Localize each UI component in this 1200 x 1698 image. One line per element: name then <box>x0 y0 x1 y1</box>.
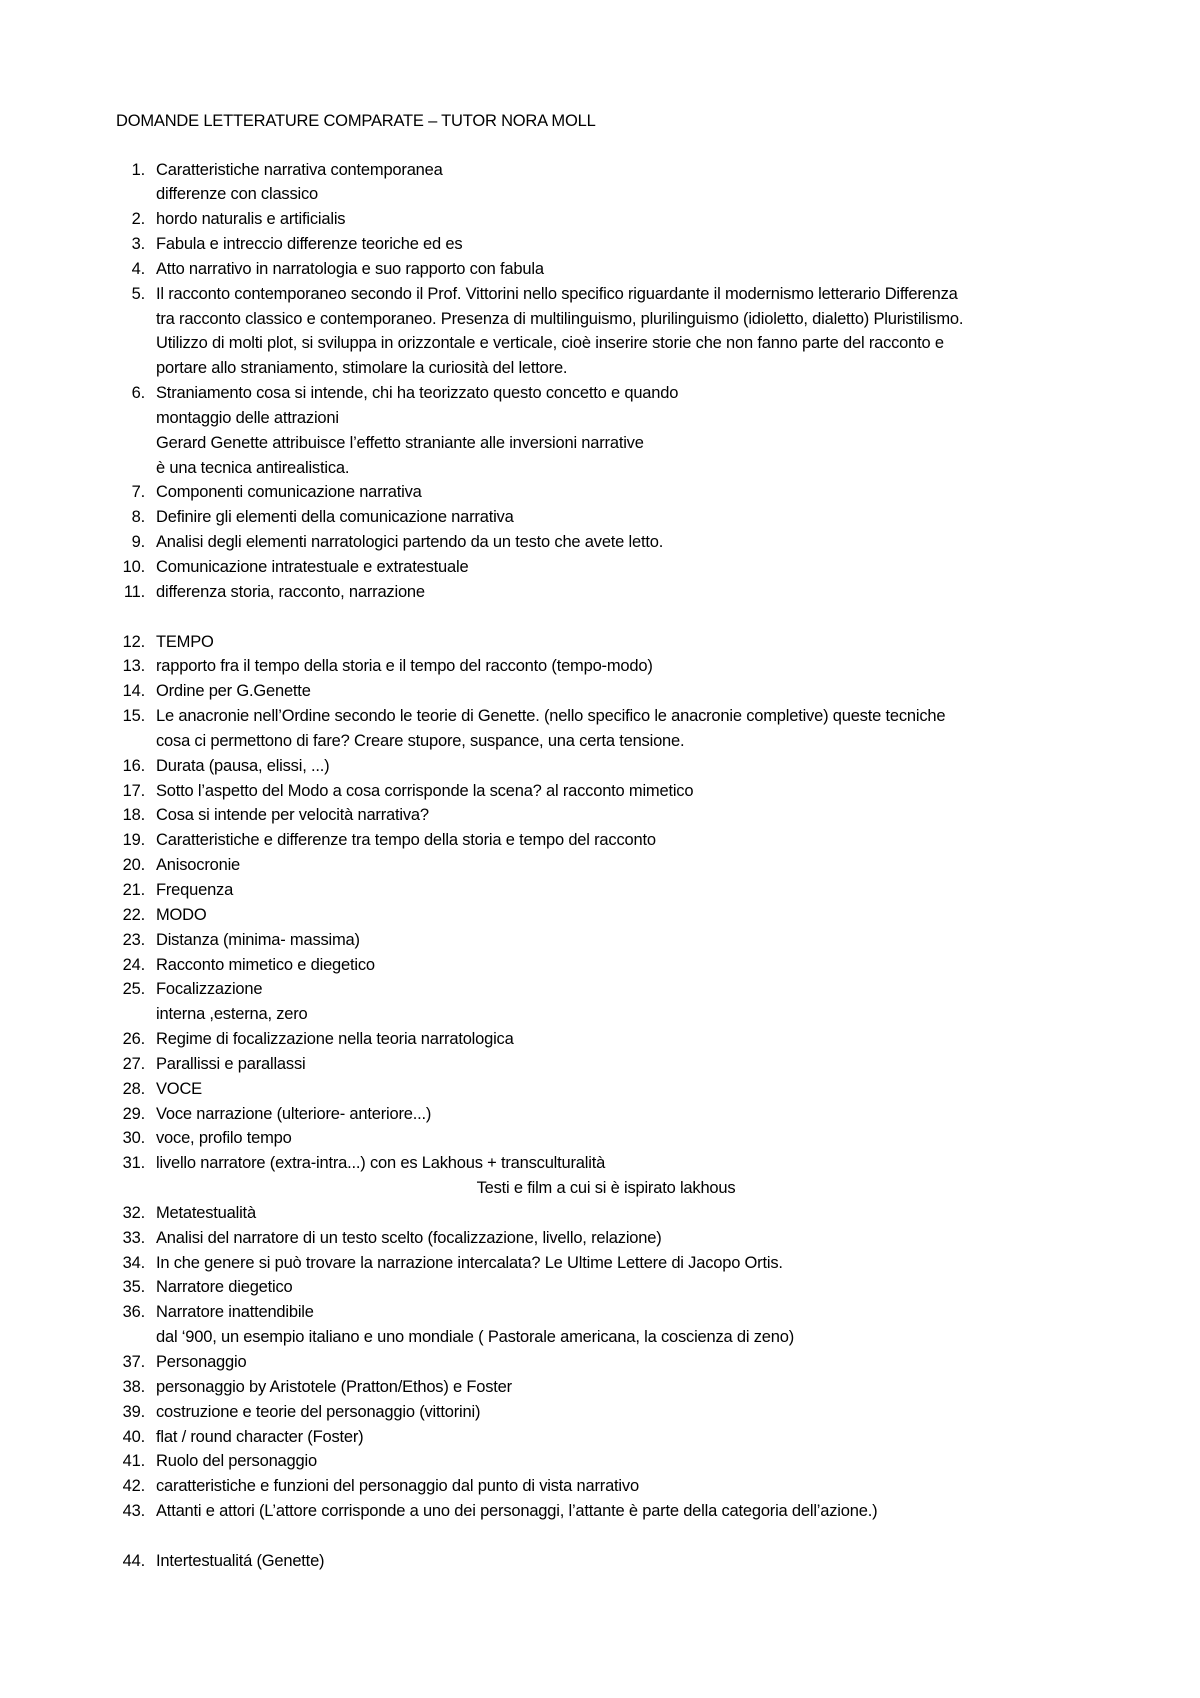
list-item-text: Ruolo del personaggio <box>156 1452 317 1471</box>
list-item <box>96 1151 1096 1176</box>
list-item <box>96 1102 1096 1127</box>
list-item-number: 39. <box>122 1402 145 1421</box>
list-item-number: 24. <box>122 955 145 974</box>
list-item-text: Parallissi e parallassi <box>156 1054 306 1073</box>
blank-line <box>96 605 1096 630</box>
list-item <box>96 679 1096 704</box>
blank-line <box>96 1524 1096 1549</box>
list-item-text: Definire gli elementi della comunicazione narrativa <box>156 508 514 527</box>
list-item <box>96 1474 1096 1499</box>
list-item <box>96 1350 1096 1375</box>
document-title: DOMANDE LETTERATURE COMPARATE – TUTOR NORA MOLL <box>116 112 596 130</box>
list-item <box>96 977 1096 1002</box>
list-item-number: 36. <box>122 1303 145 1322</box>
list-item <box>96 1499 1096 1524</box>
list-item <box>96 704 1096 729</box>
list-item-number: 5. <box>131 284 145 303</box>
list-item <box>96 853 1096 878</box>
list-item-continuation: tra racconto classico e contemporaneo. Presenza di multilinguismo, plurilinguismo (idioletto, dialetto) Pluristilismo. <box>156 309 964 328</box>
list-item <box>96 207 1096 232</box>
list-item <box>96 530 1096 555</box>
list-item-number: 42. <box>122 1477 145 1496</box>
list-item-text: Narratore inattendibile <box>156 1303 314 1322</box>
list-item <box>96 282 1096 307</box>
list-item-continuation: Utilizzo di molti plot, si sviluppa in orizzontale e verticale, cioè inserire storie che non fanno parte del racconto e <box>156 334 944 353</box>
list-item-continuation: è una tecnica antirealistica. <box>156 458 350 477</box>
list-item-text: Cosa si intende per velocità narrativa? <box>156 806 429 825</box>
list-item <box>96 1077 1096 1102</box>
list-item-text: livello narratore (extra-intra...) con es Lakhous + transculturalità <box>156 1154 606 1173</box>
list-item-continuation: Gerard Genette attribuisce l’effetto straniante alle inversioni narrative <box>156 433 644 452</box>
list-item-text: Il racconto contemporaneo secondo il Prof. Vittorini nello specifico riguardante il modernismo letterario Differenza <box>156 284 958 303</box>
list-item-text: Distanza (minima- massima) <box>156 930 360 949</box>
list-item-text: hordo naturalis e artificialis <box>156 210 346 229</box>
list-item-text: Personaggio <box>156 1353 247 1371</box>
list-item-text: Analisi del narratore di un testo scelto (focalizzazione, livello, relazione) <box>156 1228 662 1247</box>
list-item-text: Anisocronie <box>156 856 241 875</box>
list-item-number: 1. <box>131 160 145 179</box>
list-item-text: Metatestualità <box>156 1203 256 1222</box>
list-item-text: Voce narrazione (ulteriore- anteriore...) <box>156 1104 432 1123</box>
list-item-text: Narratore diegetico <box>156 1278 293 1297</box>
list-item <box>96 1300 1096 1325</box>
list-item <box>96 1027 1096 1052</box>
list-item-text: Atto narrativo in narratologia e suo rapporto con fabula <box>156 259 544 278</box>
list-item-number: 7. <box>131 483 145 502</box>
list-item-number: 11. <box>123 582 145 601</box>
list-item-number: 21. <box>122 880 145 899</box>
list-item-number: 27. <box>122 1054 145 1073</box>
list-item-number: 3. <box>131 235 145 254</box>
list-item <box>96 928 1096 953</box>
list-item-number: 35. <box>122 1278 145 1297</box>
list-item-text: Caratteristiche narrativa contemporanea <box>156 160 443 179</box>
list-item-number: 38. <box>122 1377 145 1396</box>
list-item-continuation: interna ,esterna, zero <box>156 1005 308 1024</box>
list-item-text: Frequenza <box>156 880 234 899</box>
list-item-text: Fabula e intreccio differenze teoriche ed es <box>156 235 463 254</box>
list-item-number: 9. <box>131 533 145 552</box>
list-item <box>96 654 1096 679</box>
list-item-continuation: portare allo straniamento, stimolare la curiosità del lettore. <box>156 359 568 378</box>
list-item-text: caratteristiche e funzioni del personaggio dal punto di vista narrativo <box>156 1477 639 1496</box>
list-item-number: 43. <box>122 1502 145 1521</box>
list-item-number: 18. <box>122 806 145 825</box>
list-item-text: Sotto l’aspetto del Modo a cosa corrisponde la scena? al racconto mimetico <box>156 781 694 800</box>
list-item-number: 12. <box>122 632 145 651</box>
list-item-text: rapporto fra il tempo della storia e il tempo del racconto (tempo-modo) <box>156 657 653 676</box>
list-item-text: TEMPO <box>156 632 214 651</box>
list-item-number: 30. <box>122 1129 145 1148</box>
list-item-number: 2. <box>131 210 145 229</box>
list-item-number: 34. <box>122 1253 145 1272</box>
list-item-text: Focalizzazione <box>156 980 263 999</box>
list-item <box>96 1375 1096 1400</box>
list-item-continuation: montaggio delle attrazioni <box>156 408 339 427</box>
list-item-number: 44. <box>122 1551 145 1570</box>
list-item-number: 16. <box>122 756 145 775</box>
list-item-number: 37. <box>122 1353 145 1371</box>
list-item-number: 4. <box>131 259 145 278</box>
list-item-text: In che genere si può trovare la narrazione intercalata? Le Ultime Lettere di Jacopo Ortis. <box>156 1253 783 1272</box>
list-item-text: Racconto mimetico e diegetico <box>156 955 375 974</box>
list-item-text: VOCE <box>156 1079 202 1098</box>
list-item <box>96 381 1096 406</box>
list-item <box>96 1226 1096 1251</box>
list-item <box>96 630 1096 655</box>
list-item-number: 14. <box>122 682 145 701</box>
list-item <box>96 1449 1096 1474</box>
list-item <box>96 1275 1096 1300</box>
list-item-text: Ordine per G.Genette <box>156 682 311 701</box>
list-item-text: costruzione e teorie del personaggio (vittorini) <box>156 1402 481 1421</box>
list-item-text: Straniamento cosa si intende, chi ha teorizzato questo concetto e quando <box>156 384 679 403</box>
list-item-text: Regime di focalizzazione nella teoria narratologica <box>156 1030 514 1049</box>
list-item-text: Attanti e attori (L’attore corrisponde a uno dei personaggi, l’attante è parte della categoria dell’azione.) <box>156 1502 878 1521</box>
list-item-number: 31. <box>122 1154 145 1173</box>
list-item-number: 32. <box>122 1203 145 1222</box>
list-item-text: Analisi degli elementi narratologici partendo da un testo che avete letto. <box>156 533 664 552</box>
list-item-number: 22. <box>122 905 145 924</box>
list-item <box>96 1400 1096 1425</box>
list-item-text: Comunicazione intratestuale e extratestuale <box>156 558 469 576</box>
list-item <box>96 828 1096 853</box>
list-item-number: 25. <box>122 980 145 999</box>
list-item-number: 20. <box>122 856 145 875</box>
list-item-continuation: differenze con classico <box>156 185 319 204</box>
question-list <box>96 158 1096 1574</box>
list-item <box>96 878 1096 903</box>
list-item-text: Durata (pausa, elissi, ...) <box>156 756 330 775</box>
list-item <box>96 158 1096 183</box>
list-item-number: 10. <box>122 558 145 576</box>
list-item-text: MODO <box>156 905 207 924</box>
list-item <box>96 1201 1096 1226</box>
list-item <box>96 257 1096 282</box>
list-item-number: 15. <box>122 707 145 726</box>
list-item-text: Intertestualitá (Genette) <box>156 1551 325 1570</box>
list-item <box>96 1549 1096 1574</box>
list-item-number: 8. <box>131 508 145 527</box>
list-item <box>96 1425 1096 1450</box>
list-item-number: 29. <box>122 1104 145 1123</box>
list-item-number: 17. <box>122 781 145 800</box>
list-item <box>96 754 1096 779</box>
list-item-number: 19. <box>122 831 145 850</box>
list-item-continuation: cosa ci permettono di fare? Creare stupore, suspance, una certa tensione. <box>156 731 685 750</box>
list-item <box>96 1126 1096 1151</box>
list-item-text: Componenti comunicazione narrativa <box>156 483 422 502</box>
list-item-number: 33. <box>122 1228 145 1247</box>
list-item-text: voce, profilo tempo <box>156 1129 292 1148</box>
list-item-continuation: dal ‘900, un esempio italiano e uno mondiale ( Pastorale americana, la coscienza di zeno) <box>156 1328 795 1347</box>
list-item <box>96 232 1096 257</box>
list-item <box>96 1052 1096 1077</box>
list-item <box>96 779 1096 804</box>
list-item-text: flat / round character (Foster) <box>156 1427 364 1446</box>
list-item-number: 26. <box>122 1030 145 1049</box>
list-item-number: 13. <box>122 657 145 676</box>
list-item <box>96 1251 1096 1276</box>
list-item <box>96 505 1096 530</box>
list-item <box>96 903 1096 928</box>
list-item-number: 41. <box>122 1452 145 1471</box>
list-item <box>96 555 1096 580</box>
centered-note: Testi e film a cui si è ispirato lakhous <box>476 1179 736 1198</box>
list-item-text: differenza storia, racconto, narrazione <box>156 582 425 601</box>
list-item-number: 40. <box>122 1427 145 1446</box>
list-item <box>96 580 1096 605</box>
list-item-number: 6. <box>131 384 145 403</box>
list-item-text: Caratteristiche e differenze tra tempo della storia e tempo del racconto <box>156 831 656 850</box>
list-item-number: 23. <box>122 930 145 949</box>
list-item <box>96 803 1096 828</box>
list-item <box>96 480 1096 505</box>
list-item-text: Le anacronie nell’Ordine secondo le teorie di Genette. (nello specifico le anacronie completive) queste tecniche <box>156 707 946 726</box>
list-item-text: personaggio by Aristotele (Pratton/Ethos) e Foster <box>156 1377 512 1396</box>
list-item <box>96 953 1096 978</box>
list-item-number: 28. <box>122 1079 145 1098</box>
